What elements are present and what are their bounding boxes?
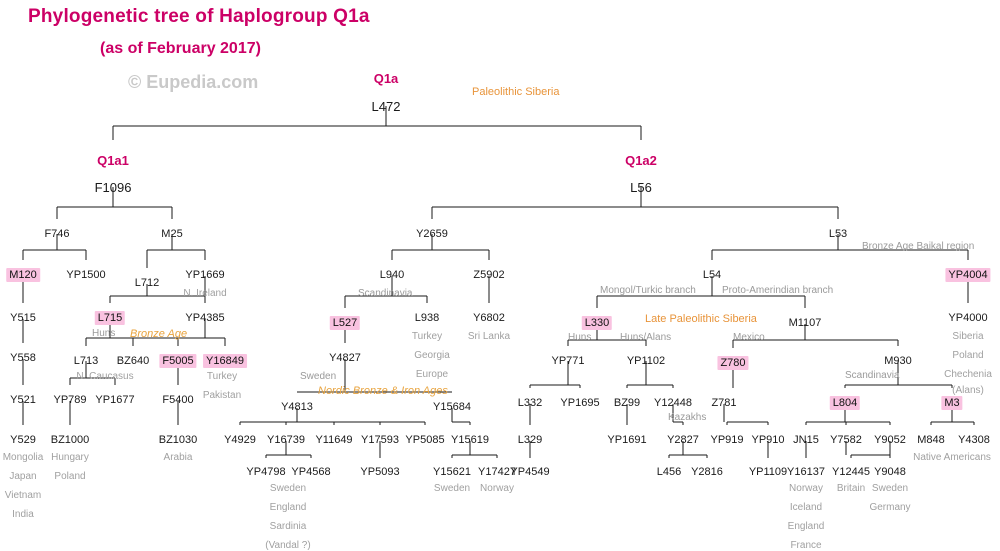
node-hungary: Hungary [51,452,89,463]
node-vietnam: Vietnam [4,490,42,501]
node-srilanka: Sri Lanka [467,331,511,342]
node-yp1500: YP1500 [66,269,106,281]
node-y9052: Y9052 [874,434,906,446]
node-turkey2: Turkey [206,371,238,382]
node-f5400: F5400 [162,394,194,406]
node-l940: L940 [379,269,405,281]
node-q1a: Q1a [373,71,399,86]
node-paleo-siberia: Paleolithic Siberia [472,86,560,98]
node-bz1000: BZ1000 [50,434,90,446]
node-georgia: Georgia [414,350,450,361]
node-m3-highlight: M3 [941,396,962,410]
node-m120-highlight: M120 [6,268,40,282]
node-f5005 [159,355,196,367]
node-y529: Y529 [10,434,36,446]
node-y12445: Y12445 [832,466,870,478]
node-y15621: Y15621 [433,466,471,478]
node-l329: L329 [517,434,543,446]
node-yp4549: YP4549 [510,466,550,478]
node-y9048: Y9048 [874,466,906,478]
node-yp789: YP789 [53,394,87,406]
node-l527-highlight: L527 [330,316,360,330]
node-poland1: Poland [952,350,984,361]
node-y11649: Y11649 [315,434,353,446]
node-y521: Y521 [10,394,36,406]
node-japan: Japan [9,471,37,482]
node-l713: L713 [73,355,99,367]
node-y17593: Y17593 [361,434,399,446]
node-england1: England [269,502,307,513]
node-yp5085: YP5085 [405,434,445,446]
node-l54: L54 [702,269,722,281]
node-iceland: Iceland [789,502,823,513]
node-yp1669: YP1669 [185,269,225,281]
node-bronze-age: Bronze Age [130,328,188,340]
page-subtitle: (as of February 2017) [100,40,261,57]
node-l712: L712 [134,277,160,289]
node-india: India [12,509,34,520]
node-sardinia: Sardinia [269,521,307,532]
node-yp1109: YP1109 [748,466,788,478]
node-yp4798: YP4798 [246,466,286,478]
node-y4827: Y4827 [329,352,361,364]
node-sweden2: Sweden [269,483,307,494]
node-turkey1: Turkey [411,331,443,342]
node-l715-highlight: L715 [95,311,125,325]
node-l330 [582,317,612,329]
node-europe: Europe [415,369,449,380]
node-norway2: Norway [789,483,823,494]
node-bz640: BZ640 [116,355,150,367]
node-yp1102: YP1102 [626,355,666,367]
node-sweden4: Sweden [871,483,909,494]
node-y16739: Y16739 [267,434,305,446]
node-mongol-turkic: Mongol/Turkic branch [600,285,696,296]
node-ncaucasus: N. Caucasus [76,371,134,382]
node-f746: F746 [44,228,70,240]
node-y4308: Y4308 [958,434,990,446]
node-m1107: M1107 [788,317,822,329]
node-yp919: YP919 [710,434,744,446]
node-l456: L456 [656,466,682,478]
node-sweden3: Sweden [433,483,471,494]
node-y7582: Y7582 [830,434,862,446]
node-q1a1: Q1a1 [97,153,129,168]
node-z5902: Z5902 [473,269,505,281]
node-y17427: Y17427 [478,466,516,478]
node-y16849 [203,355,247,367]
node-yp4568: YP4568 [291,466,331,478]
node-poland2: Poland [54,471,86,482]
node-yp4000: YP4000 [948,312,988,324]
node-z781: Z781 [711,397,737,409]
node-q1a2: Q1a2 [625,153,657,168]
node-jn15: JN15 [793,434,819,446]
node-germany: Germany [869,502,911,513]
node-m848: M848 [917,434,945,446]
node-y16849-highlight: Y16849 [203,354,247,368]
watermark: © Eupedia.com [128,72,259,92]
node-l330-highlight: L330 [582,316,612,330]
node-l804 [830,397,860,409]
node-bz99: BZ99 [613,397,641,409]
node-l938: L938 [414,312,440,324]
node-alans: (Alans) [952,385,984,396]
node-y4929: Y4929 [224,434,256,446]
node-huns-alans: Huns/Alans [620,332,672,343]
node-yp1677: YP1677 [95,394,135,406]
node-yp4004 [945,269,990,281]
node-y558: Y558 [10,352,36,364]
node-yp4004-highlight: YP4004 [945,268,990,282]
node-france: France [790,540,822,551]
node-vandal: (Vandal ?) [265,540,311,551]
node-z780-highlight: Z780 [717,356,748,370]
node-yp1691: YP1691 [607,434,647,446]
node-y15619: Y15619 [451,434,489,446]
node-mexico: Mexico [733,332,765,343]
node-huns2: Huns [568,332,592,343]
node-y2827: Y2827 [667,434,699,446]
node-m120 [6,269,40,281]
node-late-paleo: Late Paleolithic Siberia [645,313,757,325]
node-f5005-highlight: F5005 [159,354,196,368]
node-y12448: Y12448 [654,397,692,409]
node-yp1695: YP1695 [560,397,600,409]
node-y15684: Y15684 [433,401,471,413]
node-native-americans: Native Americans [913,452,991,463]
node-z780 [717,357,748,369]
node-yp5093: YP5093 [360,466,400,478]
node-yp910: YP910 [751,434,785,446]
node-y6802: Y6802 [473,312,505,324]
node-baikal: Bronze Age Baikal region [862,241,975,252]
node-l332: L332 [517,397,543,409]
node-y2659: Y2659 [416,228,448,240]
node-nordic: Nordic Bronze & Iron Ages [318,385,448,397]
node-chechenia: Chechenia [944,369,992,380]
node-bz1030: BZ1030 [158,434,198,446]
node-scandinavia2: Scandinavia [845,370,900,381]
node-norway1: Norway [480,483,514,494]
node-y2816: Y2816 [691,466,723,478]
node-yp771: YP771 [551,355,585,367]
node-y16137: Y16137 [787,466,825,478]
node-sweden1: Sweden [300,371,337,382]
node-kazakhs: Kazakhs [668,412,707,423]
node-yp4385: YP4385 [185,312,225,324]
node-england2: England [787,521,825,532]
node-mongolia: Mongolia [2,452,44,463]
node-siberia: Siberia [952,331,984,342]
node-pakistan: Pakistan [202,390,242,401]
node-scandinavia1: Scandinavia [358,288,413,299]
node-l804-highlight: L804 [830,396,860,410]
node-l53: L53 [828,228,848,240]
node-m930: M930 [884,355,912,367]
node-y515: Y515 [10,312,36,324]
node-huns1: Huns [92,328,116,339]
node-arabia: Arabia [163,452,193,463]
node-m25: M25 [161,228,183,240]
node-n-ireland: N. Ireland [183,288,227,299]
node-proto-amer: Proto-Amerindian branch [722,285,834,296]
node-l527 [330,317,360,329]
node-y4813: Y4813 [281,401,313,413]
node-l56: L56 [630,180,652,195]
node-l472: L472 [371,99,401,114]
page-title: Phylogenetic tree of Haplogroup Q1a [28,6,370,27]
node-britain: Britain [836,483,866,494]
node-f1096: F1096 [94,180,132,195]
node-m3 [941,397,962,409]
node-l715 [95,312,125,324]
